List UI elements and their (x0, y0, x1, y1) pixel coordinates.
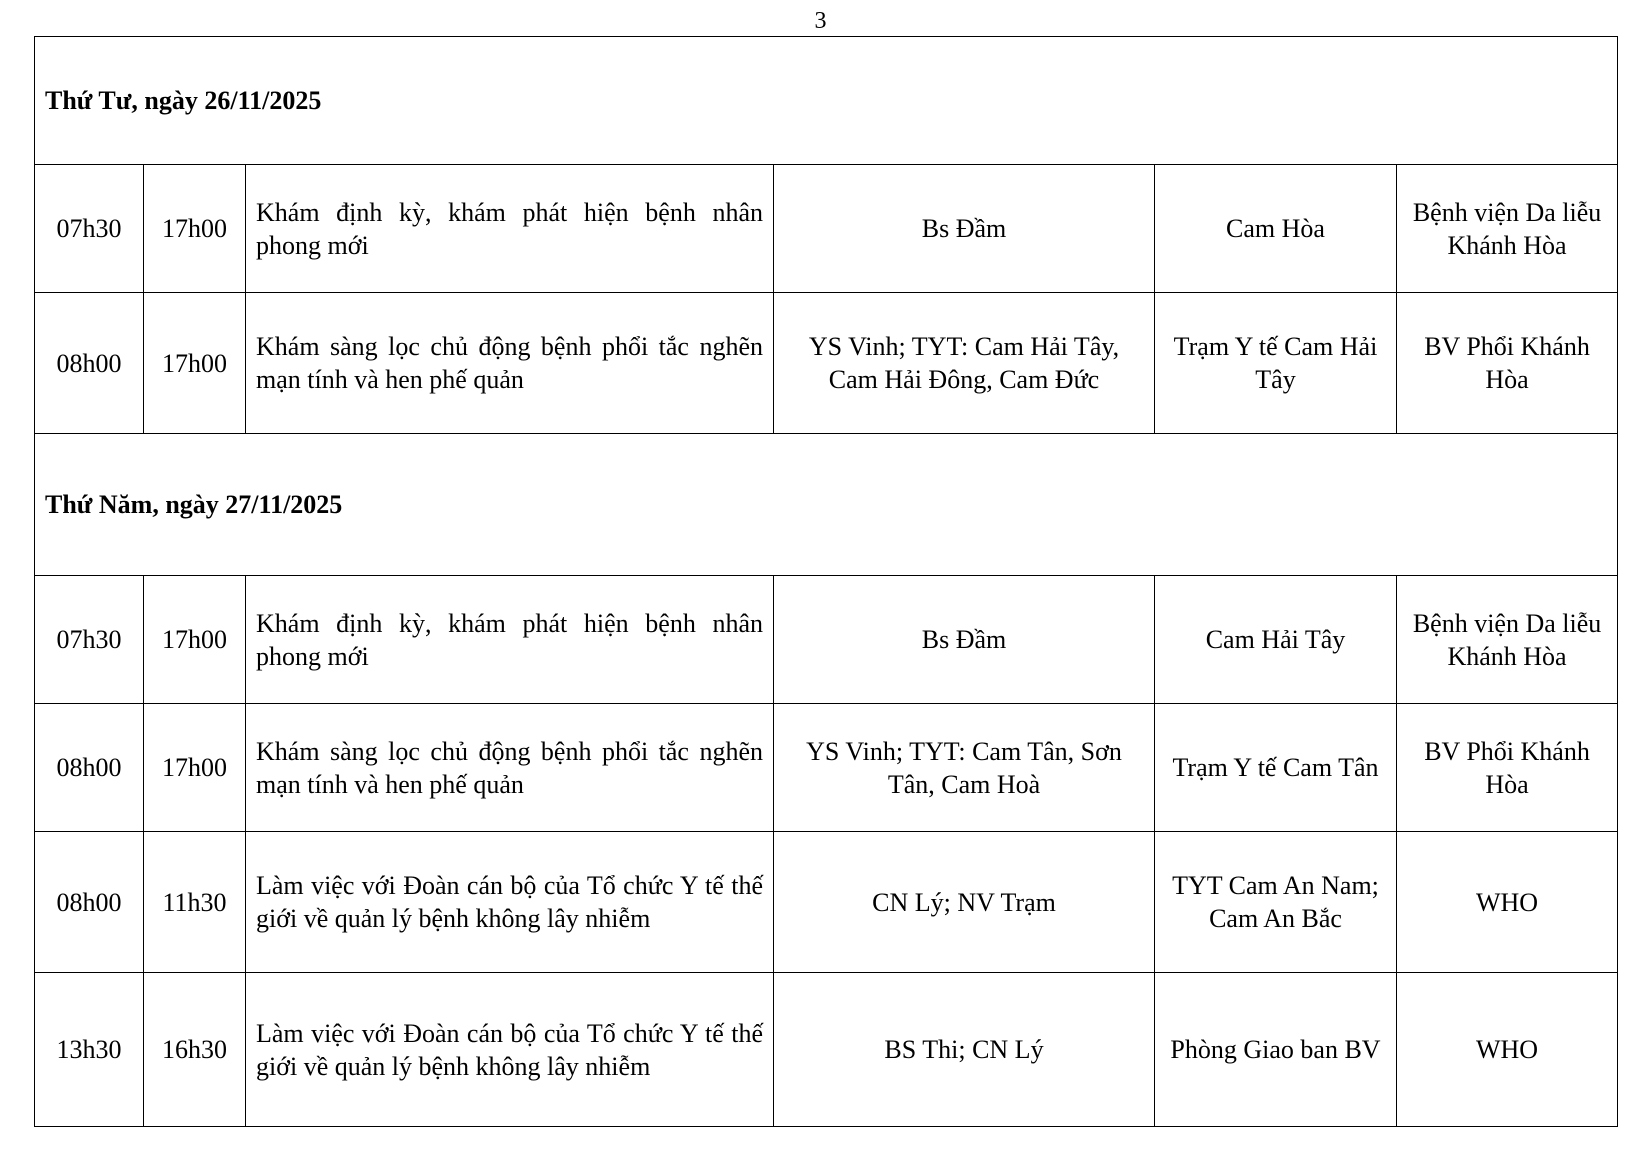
table-row (35, 832, 1618, 973)
location: Cam Hải Tây (1155, 576, 1397, 704)
staff: YS Vinh; TYT: Cam Hải Tây, Cam Hải Đông, Cam Đức (774, 293, 1155, 434)
table-row (35, 973, 1618, 1127)
location: Phòng Giao ban BV (1155, 973, 1397, 1127)
organizer: Bệnh viện Da liễu Khánh Hòa (1397, 576, 1618, 704)
activity-content: Khám sàng lọc chủ động bệnh phổi tắc nghẽn mạn tính và hen phế quản (246, 704, 774, 832)
schedule-table (34, 36, 1618, 1127)
staff: YS Vinh; TYT: Cam Tân, Sơn Tân, Cam Hoà (774, 704, 1155, 832)
end-time: 17h00 (144, 293, 246, 434)
start-time: 08h00 (35, 704, 144, 832)
end-time: 16h30 (144, 973, 246, 1127)
organizer: Bệnh viện Da liễu Khánh Hòa (1397, 165, 1618, 293)
day-header: Thứ Năm, ngày 27/11/2025 (35, 434, 1618, 576)
end-time: 17h00 (144, 165, 246, 293)
activity-content: Làm việc với Đoàn cán bộ của Tổ chức Y tế thế giới về quản lý bệnh không lây nhiễm (246, 832, 774, 973)
table-row (35, 704, 1618, 832)
location: Trạm Y tế Cam Tân (1155, 704, 1397, 832)
day-header-row (35, 434, 1618, 576)
table-row (35, 576, 1618, 704)
start-time: 08h00 (35, 832, 144, 973)
table-row (35, 293, 1618, 434)
end-time: 11h30 (144, 832, 246, 973)
organizer: WHO (1397, 973, 1618, 1127)
activity-content: Khám định kỳ, khám phát hiện bệnh nhân phong mới (246, 165, 774, 293)
start-time: 07h30 (35, 576, 144, 704)
activity-content: Khám sàng lọc chủ động bệnh phổi tắc nghẽn mạn tính và hen phế quản (246, 293, 774, 434)
organizer: BV Phổi Khánh Hòa (1397, 704, 1618, 832)
location: Cam Hòa (1155, 165, 1397, 293)
location: Trạm Y tế Cam Hải Tây (1155, 293, 1397, 434)
end-time: 17h00 (144, 576, 246, 704)
day-header: Thứ Tư, ngày 26/11/2025 (35, 37, 1618, 165)
start-time: 13h30 (35, 973, 144, 1127)
start-time: 07h30 (35, 165, 144, 293)
staff: Bs Đầm (774, 165, 1155, 293)
start-time: 08h00 (35, 293, 144, 434)
organizer: BV Phổi Khánh Hòa (1397, 293, 1618, 434)
activity-content: Khám định kỳ, khám phát hiện bệnh nhân phong mới (246, 576, 774, 704)
page-number: 3 (814, 8, 827, 34)
end-time: 17h00 (144, 704, 246, 832)
organizer: WHO (1397, 832, 1618, 973)
staff: CN Lý; NV Trạm (774, 832, 1155, 973)
day-header-row (35, 37, 1618, 165)
table-row (35, 165, 1618, 293)
location: TYT Cam An Nam; Cam An Bắc (1155, 832, 1397, 973)
staff: Bs Đầm (774, 576, 1155, 704)
staff: BS Thi; CN Lý (774, 973, 1155, 1127)
activity-content: Làm việc với Đoàn cán bộ của Tổ chức Y tế thế giới về quản lý bệnh không lây nhiễm (246, 973, 774, 1127)
